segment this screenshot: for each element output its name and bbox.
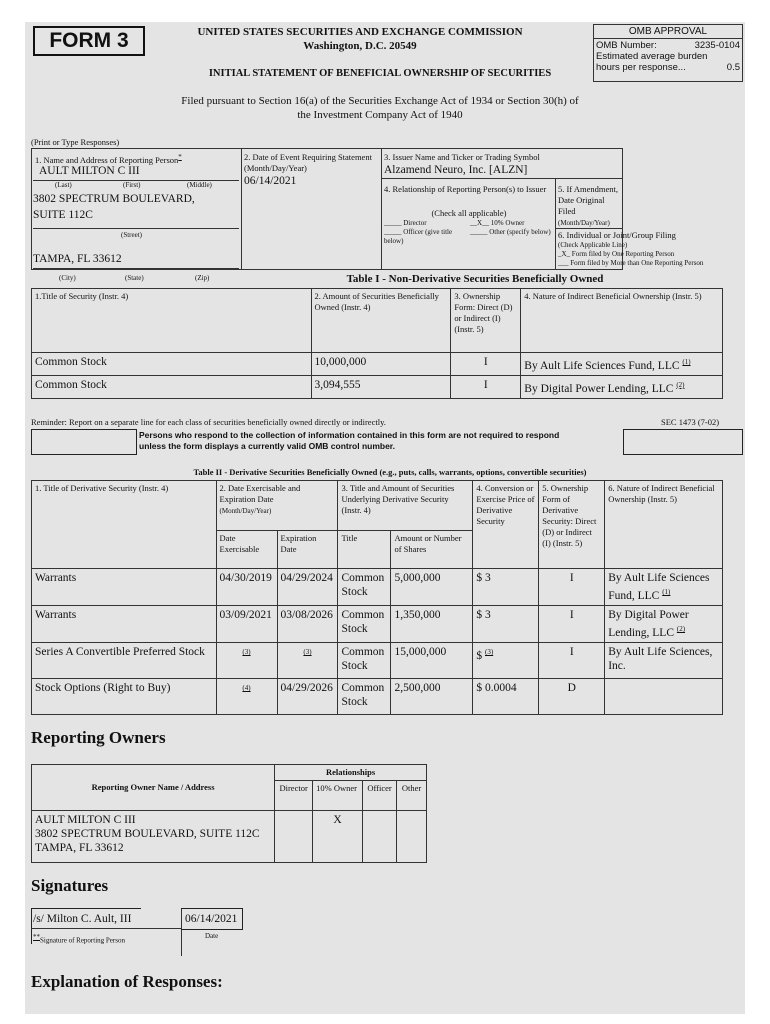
signature-label: Signature of Reporting Person bbox=[40, 936, 125, 945]
signature-label-mark: ** bbox=[33, 933, 40, 941]
city-caption: (City) bbox=[59, 274, 76, 282]
state-caption: (State) bbox=[125, 274, 144, 282]
table2-title: Table II - Derivative Securities Beneficially Owned (e.g., puts, calls, warrants, options, convertible securities) bbox=[193, 467, 587, 477]
table2 bbox=[31, 480, 723, 715]
print-type-note: (Print or Type Responses) bbox=[31, 137, 120, 147]
table1-row2-form: I bbox=[451, 375, 521, 398]
owner-address: 3802 SPECTRUM BOULEVARD, SUITE 112C bbox=[35, 828, 260, 840]
owners-col-ten-pct: 10% Owner bbox=[313, 781, 363, 811]
footnote-link[interactable]: (1) bbox=[682, 358, 691, 366]
table2-row4-expiration: 04/29/2026 bbox=[277, 679, 338, 715]
omb-burden-1: Estimated average burden bbox=[596, 51, 708, 62]
reminder-left-box bbox=[31, 429, 137, 455]
reporting-owners-heading: Reporting Owners bbox=[31, 728, 166, 747]
table1-title: Table I - Non-Derivative Securities Beneficially Owned bbox=[346, 273, 604, 285]
name-last-caption: (Last) bbox=[55, 181, 72, 189]
footnote-link[interactable]: (2) bbox=[676, 380, 685, 389]
owners-col-director: Director bbox=[275, 781, 313, 811]
amendment-sub: (Month/Day/Year) bbox=[558, 219, 610, 227]
table2-row2-underlying-title: Common Stock bbox=[338, 606, 391, 643]
street-caption: (Street) bbox=[121, 231, 142, 239]
footnote-link[interactable]: (2) bbox=[676, 625, 686, 633]
table2-row3-amount: 15,000,000 bbox=[391, 643, 473, 679]
group-filing-check: (Check Applicable Line) bbox=[558, 241, 628, 249]
owners-col-other: Other bbox=[397, 781, 427, 811]
omb-burden-2: hours per response... bbox=[596, 62, 686, 73]
table2-row2-nature: By Digital Power Lending, LLC bbox=[608, 609, 689, 639]
table2-row3-price: $ bbox=[476, 649, 483, 662]
table2-row1-underlying-title: Common Stock bbox=[338, 569, 391, 606]
table-row bbox=[32, 353, 723, 376]
omb-number-label: OMB Number: bbox=[596, 40, 657, 51]
omb-number-value: 3235-0104 bbox=[694, 40, 740, 51]
table1-row2-nature: By Digital Power Lending, LLC bbox=[524, 382, 674, 395]
table2-row1-expiration: 04/29/2024 bbox=[277, 569, 338, 606]
table2-row2-title: Warrants bbox=[32, 606, 217, 643]
filed-pursuant-1: Filed pursuant to Section 16(a) of the Securities Exchange Act of 1934 or Section 30(h) of bbox=[181, 95, 579, 107]
omb-approval-box bbox=[593, 24, 743, 82]
table2-row1-nature: By Ault Life Sciences Fund, LLC bbox=[608, 572, 710, 602]
form-label: FORM 3 bbox=[49, 29, 129, 52]
filed-pursuant-2: the Investment Company Act of 1940 bbox=[297, 109, 463, 121]
table-row bbox=[32, 679, 723, 715]
table1-header-amount: 2. Amount of Securities Beneficially Owned (Instr. 4) bbox=[311, 289, 451, 353]
relationship-label: 4. Relationship of Reporting Person(s) to Issuer bbox=[384, 184, 547, 194]
group-filing-one: _X_ Form filed by One Reporting Person bbox=[558, 250, 675, 258]
event-date-value: 06/14/2021 bbox=[244, 175, 297, 187]
reporting-address-1: 3802 SPECTRUM BOULEVARD, bbox=[33, 193, 195, 205]
table2-header-expiration: Expiration Date bbox=[277, 531, 338, 569]
signature-date: 06/14/2021 bbox=[185, 913, 238, 925]
table2-header-underlying-title: Title bbox=[338, 531, 391, 569]
agency-city: Washington, D.C. 20549 bbox=[303, 40, 417, 52]
table-row bbox=[32, 569, 723, 606]
footnote-link[interactable]: (3) bbox=[242, 648, 251, 656]
table2-row4-underlying-title: Common Stock bbox=[338, 679, 391, 715]
persons-notice-1: Persons who respond to the collection of information contained in this form are not required to respond bbox=[139, 430, 560, 440]
table2-header-date-exercisable: Date Exercisable bbox=[216, 531, 277, 569]
persons-notice-2: unless the form displays a currently valid OMB control number. bbox=[139, 441, 396, 451]
table1-row1-form: I bbox=[451, 353, 521, 376]
reporting-city-line: TAMPA, FL 33612 bbox=[33, 253, 122, 265]
event-date-label: 2. Date of Event Requiring Statement (Month/Day/Year) bbox=[244, 152, 372, 173]
table2-header-exercise-sub: (Month/Day/Year) bbox=[219, 507, 272, 515]
footnote-link[interactable]: (4) bbox=[242, 684, 251, 692]
table1-row1-title: Common Stock bbox=[32, 353, 312, 376]
owner-name: AULT MILTON C III bbox=[35, 814, 136, 826]
table2-row2-expiration: 03/08/2026 bbox=[277, 606, 338, 643]
table2-row2-form: I bbox=[539, 606, 605, 643]
name-first-caption: (First) bbox=[123, 181, 141, 189]
name-middle-caption: (Middle) bbox=[187, 181, 212, 189]
reporting-person-label: 1. Name and Address of Reporting Person bbox=[35, 154, 179, 165]
form-title: INITIAL STATEMENT OF BENEFICIAL OWNERSHIP OF SECURITIES bbox=[208, 68, 552, 79]
reminder-right-box bbox=[623, 429, 743, 455]
table2-row4-price: $ 0.0004 bbox=[473, 679, 539, 715]
table-row bbox=[32, 375, 723, 398]
group-filing-more: ___ Form filed by More than One Reporting Person bbox=[558, 259, 704, 267]
signature-date-label: Date bbox=[205, 932, 219, 940]
form-label-box bbox=[33, 26, 145, 56]
table1-row2-title: Common Stock bbox=[32, 375, 312, 398]
signatures-heading: Signatures bbox=[31, 876, 109, 895]
footnote-link[interactable]: (1) bbox=[662, 588, 671, 596]
table1-header-ownership: 3. Ownership Form: Direct (D) or Indirect (I) (Instr. 5) bbox=[451, 289, 521, 353]
reporting-person-name: AULT MILTON C III bbox=[39, 165, 140, 177]
group-filing-label: 6. Individual or Joint/Group Filing bbox=[558, 230, 676, 240]
table2-header-underlying: 3. Title and Amount of Securities Underlying Derivative Security (Instr. 4) bbox=[338, 481, 473, 531]
table2-row2-exercisable: 03/09/2021 bbox=[216, 606, 277, 643]
table2-row1-title: Warrants bbox=[32, 569, 217, 606]
amendment-label: 5. If Amendment, Date Original Filed bbox=[558, 184, 618, 216]
table2-row4-nature bbox=[605, 679, 723, 715]
issuer-label: 3. Issuer Name and Ticker or Trading Symbol bbox=[384, 152, 540, 162]
sec-form-number: SEC 1473 (7-02) bbox=[661, 417, 720, 427]
table2-row4-amount: 2,500,000 bbox=[391, 679, 473, 715]
owner-city: TAMPA, FL 33612 bbox=[35, 842, 124, 854]
table1 bbox=[31, 288, 723, 399]
table2-row3-title: Series A Convertible Preferred Stock bbox=[32, 643, 217, 679]
table2-row1-amount: 5,000,000 bbox=[391, 569, 473, 606]
reminder-text: Reminder: Report on a separate line for each class of securities beneficially owned directly or indirectly. bbox=[31, 417, 386, 427]
table1-row1-nature: By Ault Life Sciences Fund, LLC bbox=[524, 359, 680, 372]
table2-row1-price: $ 3 bbox=[473, 569, 539, 606]
table2-row3-underlying-title: Common Stock bbox=[338, 643, 391, 679]
footnote-link[interactable]: (3) bbox=[303, 648, 312, 656]
table2-header-underlying-amount: Amount or Number of Shares bbox=[391, 531, 473, 569]
table2-header-nature: 6. Nature of Indirect Beneficial Ownership (Instr. 5) bbox=[605, 481, 723, 569]
table2-row3-form: I bbox=[539, 643, 605, 679]
table2-row4-form: D bbox=[539, 679, 605, 715]
signature-name: /s/ Milton C. Ault, III bbox=[33, 913, 132, 925]
relationship-ten-pct: __X__ 10% Owner bbox=[470, 219, 525, 227]
owner-ten-pct-mark: X bbox=[313, 811, 363, 863]
relationship-other: _____ Other (specify below) bbox=[470, 228, 551, 236]
form-page bbox=[25, 22, 745, 1014]
table1-header-title: 1.Title of Security (Instr. 4) bbox=[32, 289, 312, 353]
reporting-owners-table bbox=[31, 764, 427, 863]
table2-header-exercise: 2. Date Exercisable and Expiration Date bbox=[219, 483, 301, 504]
table2-row1-exercisable: 04/30/2019 bbox=[216, 569, 277, 606]
table2-row2-price: $ 3 bbox=[473, 606, 539, 643]
table1-row2-amount: 3,094,555 bbox=[311, 375, 451, 398]
explanation-heading: Explanation of Responses: bbox=[31, 972, 223, 991]
table2-header-conversion: 4. Conversion or Exercise Price of Derivative Security bbox=[473, 481, 539, 569]
agency-name: UNITED STATES SECURITIES AND EXCHANGE COMMISSION bbox=[197, 26, 523, 38]
table2-row2-amount: 1,350,000 bbox=[391, 606, 473, 643]
issuer-name: Alzamend Neuro, Inc. [ALZN] bbox=[384, 164, 528, 176]
owners-col-name: Reporting Owner Name / Address bbox=[32, 765, 275, 811]
omb-burden-value: 0.5 bbox=[726, 62, 740, 73]
table-row bbox=[32, 811, 427, 863]
relationship-officer: _____ Officer (give title below) bbox=[384, 228, 453, 245]
owners-col-officer: Officer bbox=[363, 781, 397, 811]
table1-row1-amount: 10,000,000 bbox=[311, 353, 451, 376]
table-row bbox=[32, 606, 723, 643]
footnote-link[interactable]: (3) bbox=[485, 648, 494, 656]
relationship-director: _____ Director bbox=[384, 219, 427, 227]
zip-caption: (Zip) bbox=[195, 274, 210, 282]
table2-row3-nature: By Ault Life Sciences, Inc. bbox=[605, 643, 723, 679]
table1-header-nature: 4. Nature of Indirect Beneficial Ownership (Instr. 5) bbox=[521, 289, 723, 353]
reporting-person-mark: * bbox=[178, 153, 182, 161]
table2-header-title: 1. Title of Derivative Security (Instr. 4) bbox=[32, 481, 217, 569]
table2-row4-title: Stock Options (Right to Buy) bbox=[32, 679, 217, 715]
table2-header-ownership: 5. Ownership Form of Derivative Security: Direct (D) or Indirect (I) (Instr. 5) bbox=[539, 481, 605, 569]
reporting-address-2: SUITE 112C bbox=[33, 209, 93, 221]
table-row bbox=[32, 643, 723, 679]
owners-relationships: Relationships bbox=[275, 765, 427, 781]
table2-row1-form: I bbox=[539, 569, 605, 606]
relationship-check-all: (Check all applicable) bbox=[431, 208, 507, 218]
omb-title: OMB APPROVAL bbox=[594, 25, 742, 39]
